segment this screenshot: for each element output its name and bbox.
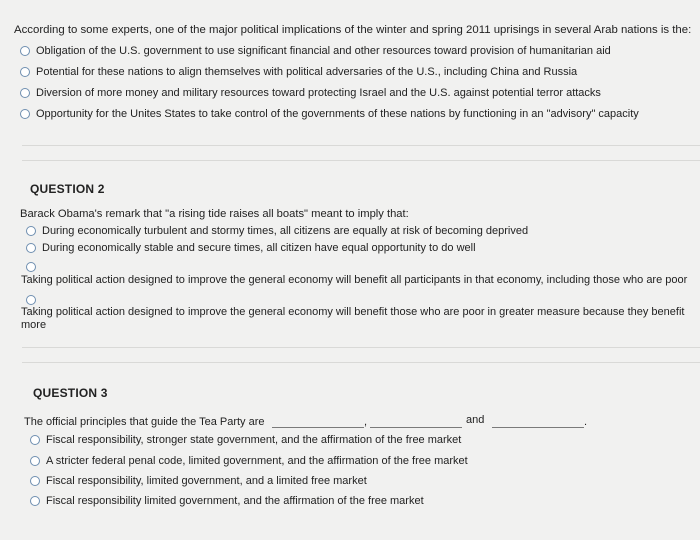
q1-option-3-radio[interactable] (20, 88, 30, 98)
q1-option-2-radio[interactable] (20, 67, 30, 77)
q3-option-2[interactable] (30, 455, 468, 467)
q2-option-4-label-line2: more (21, 319, 47, 331)
divider-q1b (22, 160, 700, 161)
q1-option-2-label: Potential for these nations to align themselves with political adversaries of the U.S., including China and Russia (36, 66, 578, 78)
q2-option-3-radio[interactable] (26, 262, 36, 272)
q3-blank-2[interactable] (370, 427, 462, 428)
q3-option-4-label: Fiscal responsibility limited government, and the affirmation of the free market (46, 495, 424, 507)
q2-stem: Barack Obama's remark that "a rising tide raises all boats" meant to imply that: (20, 208, 409, 220)
q1-option-4[interactable] (20, 108, 639, 120)
q2-option-4-radio[interactable] (26, 295, 36, 305)
q3-option-2-label: A stricter federal penal code, limited government, and the affirmation of the free market (46, 455, 468, 467)
q2-option-2[interactable] (26, 242, 476, 254)
q1-option-1[interactable] (20, 45, 611, 57)
question-3-title: QUESTION 3 (33, 386, 108, 400)
q3-option-3[interactable] (30, 475, 367, 487)
q3-option-1[interactable] (30, 434, 461, 446)
q3-option-3-label: Fiscal responsibility, limited government, and a limited free market (46, 475, 367, 487)
q1-option-4-radio[interactable] (20, 109, 30, 119)
q1-option-1-radio[interactable] (20, 46, 30, 56)
q3-and: and (466, 414, 485, 426)
q1-option-4-label: Opportunity for the Unites States to take control of the governments of these nations by functioning in an "advisory" capacity (36, 108, 639, 120)
q1-stem: According to some experts, one of the major political implications of the winter and spring 2011 uprisings in several Arab nations is the: (14, 24, 692, 36)
q1-option-3[interactable] (20, 87, 601, 99)
q1-option-3-label: Diversion of more money and military resources toward protecting Israel and the U.S. against potential terror attacks (36, 87, 601, 99)
q2-option-1-label: During economically turbulent and stormy times, all citizens are equally at risk of becoming deprived (42, 225, 529, 237)
question-2-title: QUESTION 2 (30, 182, 105, 196)
q3-comma: , (364, 416, 368, 428)
divider-q1 (22, 145, 700, 146)
q3-option-2-radio[interactable] (30, 456, 40, 466)
q3-option-4[interactable] (30, 495, 424, 507)
q2-option-1[interactable] (26, 225, 528, 237)
q2-option-4-label-line1: Taking political action designed to improve the general economy will benefit those who are poor in greater measure because they benefit (21, 306, 685, 318)
q3-option-1-label: Fiscal responsibility, stronger state government, and the affirmation of the free market (46, 434, 462, 446)
divider-q2 (22, 347, 700, 348)
q3-blank-3[interactable] (492, 427, 584, 428)
q1-option-1-label: Obligation of the U.S. government to use significant financial and other resources toward provision of humanitarian aid (36, 45, 611, 57)
q2-option-2-label: During economically stable and secure times, all citizen have equal opportunity to do well (42, 242, 476, 254)
q1-option-2[interactable] (20, 66, 577, 78)
q3-stem: The official principles that guide the Tea Party are (24, 416, 265, 428)
q3-option-1-radio[interactable] (30, 435, 40, 445)
q2-option-3-label: Taking political action designed to improve the general economy will benefit all participants in that economy, including those who are poor (21, 274, 688, 286)
q2-option-2-radio[interactable] (26, 243, 36, 253)
divider-q2b (22, 362, 700, 363)
q2-option-1-radio[interactable] (26, 226, 36, 236)
q3-option-4-radio[interactable] (30, 496, 40, 506)
q3-option-3-radio[interactable] (30, 476, 40, 486)
q3-blank-1[interactable] (272, 427, 364, 428)
q3-period: . (584, 416, 588, 428)
